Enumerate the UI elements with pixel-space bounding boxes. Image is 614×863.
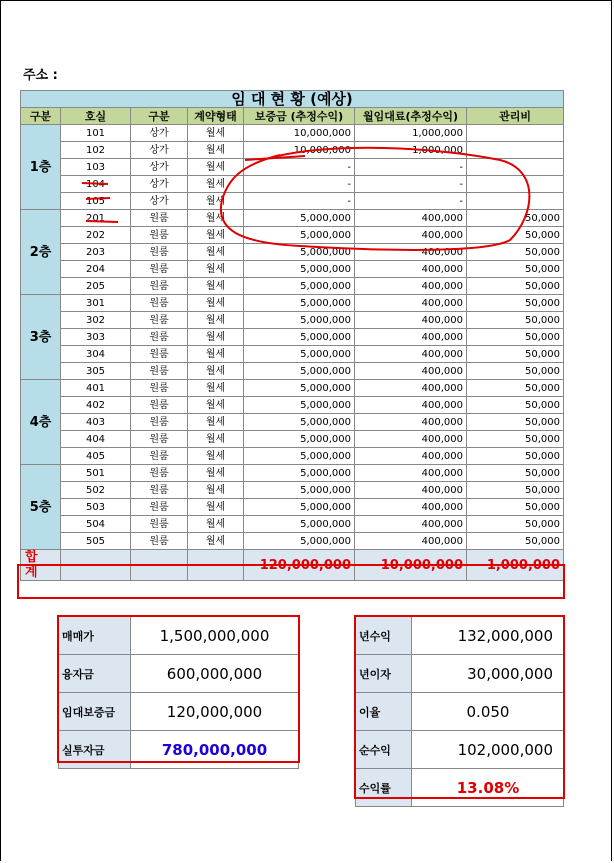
contract-cell: 월세 <box>188 465 244 482</box>
table-row <box>21 125 564 142</box>
fee-cell <box>467 193 564 210</box>
fee-cell: 50,000 <box>467 482 564 499</box>
annual-income-label: 년수익 <box>356 617 412 655</box>
table-row <box>21 142 564 159</box>
type-cell: 원룸 <box>131 210 188 227</box>
deposit-cell: 10,000,000 <box>244 142 355 159</box>
fee-cell: 50,000 <box>467 363 564 380</box>
contract-cell: 월세 <box>188 363 244 380</box>
type-cell: 상가 <box>131 159 188 176</box>
rent-cell: 400,000 <box>355 244 467 261</box>
loan-value: 600,000,000 <box>131 655 299 693</box>
table-row <box>21 278 564 295</box>
total-empty <box>61 550 131 581</box>
floor-label: 1층 <box>21 125 61 210</box>
type-cell: 원룸 <box>131 329 188 346</box>
unit-cell: 102 <box>61 142 131 159</box>
rent-cell: 400,000 <box>355 397 467 414</box>
contract-cell: 월세 <box>188 176 244 193</box>
contract-cell: 월세 <box>188 499 244 516</box>
unit-cell: 105 <box>61 193 131 210</box>
deposit-cell: 5,000,000 <box>244 465 355 482</box>
loan-label: 융자금 <box>59 655 131 693</box>
deposit-cell: - <box>244 176 355 193</box>
header-unit: 호실 <box>61 108 131 125</box>
table-row <box>21 210 564 227</box>
deposit-cell: 5,000,000 <box>244 414 355 431</box>
unit-cell: 301 <box>61 295 131 312</box>
net-income-label: 순수익 <box>356 731 412 769</box>
table-row <box>21 397 564 414</box>
rent-cell: 1,000,000 <box>355 125 467 142</box>
unit-cell: 501 <box>61 465 131 482</box>
header-deposit: 보증금 (추정수익) <box>244 108 355 125</box>
annual-income-value: 132,000,000 <box>412 617 564 655</box>
fee-cell: 50,000 <box>467 210 564 227</box>
actual-investment-value: 780,000,000 <box>131 731 299 769</box>
fee-cell: 50,000 <box>467 295 564 312</box>
contract-cell: 월세 <box>188 227 244 244</box>
type-cell: 원룸 <box>131 465 188 482</box>
rent-cell: 400,000 <box>355 329 467 346</box>
deposit-cell: 5,000,000 <box>244 329 355 346</box>
type-cell: 원룸 <box>131 431 188 448</box>
type-cell: 원룸 <box>131 414 188 431</box>
address-label: 주소 : <box>23 68 58 83</box>
rent-cell: - <box>355 193 467 210</box>
header-type: 구분 <box>131 108 188 125</box>
table-row <box>21 227 564 244</box>
fee-cell: 50,000 <box>467 278 564 295</box>
return-summary-box <box>355 616 564 807</box>
fee-cell: 50,000 <box>467 533 564 550</box>
unit-cell: 404 <box>61 431 131 448</box>
type-cell: 원룸 <box>131 482 188 499</box>
contract-cell: 월세 <box>188 210 244 227</box>
type-cell: 원룸 <box>131 261 188 278</box>
rent-cell: 400,000 <box>355 516 467 533</box>
rent-cell: 400,000 <box>355 261 467 278</box>
deposit-cell: 5,000,000 <box>244 278 355 295</box>
rent-cell: - <box>355 176 467 193</box>
unit-cell: 502 <box>61 482 131 499</box>
deposit-cell: 5,000,000 <box>244 227 355 244</box>
contract-cell: 월세 <box>188 295 244 312</box>
total-label: 합 계 <box>21 550 61 581</box>
deposit-cell: 5,000,000 <box>244 380 355 397</box>
table-title: 임 대 현 황 (예상) <box>21 91 564 108</box>
fee-cell <box>467 125 564 142</box>
interest-rate-label: 이율 <box>356 693 412 731</box>
type-cell: 상가 <box>131 193 188 210</box>
fee-cell: 50,000 <box>467 516 564 533</box>
table-row <box>21 431 564 448</box>
table-row <box>21 380 564 397</box>
fee-cell: 50,000 <box>467 414 564 431</box>
table-row <box>21 533 564 550</box>
rent-cell: 400,000 <box>355 431 467 448</box>
unit-cell: 403 <box>61 414 131 431</box>
rent-cell: 400,000 <box>355 482 467 499</box>
unit-cell: 505 <box>61 533 131 550</box>
annual-interest-label: 년이자 <box>356 655 412 693</box>
header-floor: 구분 <box>21 108 61 125</box>
floor-label: 5층 <box>21 465 61 550</box>
fee-cell: 50,000 <box>467 499 564 516</box>
rent-cell: 400,000 <box>355 499 467 516</box>
deposit-total-label: 임대보증금 <box>59 693 131 731</box>
deposit-cell: - <box>244 159 355 176</box>
rent-cell: 400,000 <box>355 363 467 380</box>
rent-cell: 400,000 <box>355 533 467 550</box>
type-cell: 상가 <box>131 125 188 142</box>
deposit-cell: 5,000,000 <box>244 516 355 533</box>
actual-investment-label: 실투자금 <box>59 731 131 769</box>
deposit-cell: 5,000,000 <box>244 499 355 516</box>
floor-label: 4층 <box>21 380 61 465</box>
fee-cell <box>467 142 564 159</box>
table-row <box>21 414 564 431</box>
rent-cell: 1,000,000 <box>355 142 467 159</box>
header-fee: 관리비 <box>467 108 564 125</box>
contract-cell: 월세 <box>188 193 244 210</box>
fee-cell: 50,000 <box>467 261 564 278</box>
unit-cell: 504 <box>61 516 131 533</box>
total-empty <box>131 550 188 581</box>
unit-cell: 101 <box>61 125 131 142</box>
deposit-cell: 5,000,000 <box>244 363 355 380</box>
deposit-cell: - <box>244 193 355 210</box>
fee-cell: 50,000 <box>467 397 564 414</box>
rent-cell: 400,000 <box>355 380 467 397</box>
unit-cell: 305 <box>61 363 131 380</box>
type-cell: 원룸 <box>131 516 188 533</box>
fee-cell: 50,000 <box>467 227 564 244</box>
type-cell: 원룸 <box>131 499 188 516</box>
annual-interest-value: 30,000,000 <box>412 655 564 693</box>
deposit-cell: 5,000,000 <box>244 482 355 499</box>
unit-cell: 103 <box>61 159 131 176</box>
unit-cell: 203 <box>61 244 131 261</box>
deposit-cell: 5,000,000 <box>244 244 355 261</box>
unit-cell: 205 <box>61 278 131 295</box>
deposit-cell: 5,000,000 <box>244 533 355 550</box>
fee-cell: 50,000 <box>467 448 564 465</box>
deposit-cell: 5,000,000 <box>244 448 355 465</box>
interest-rate-value: 0.050 <box>412 693 564 731</box>
type-cell: 상가 <box>131 176 188 193</box>
rent-cell: 400,000 <box>355 295 467 312</box>
contract-cell: 월세 <box>188 380 244 397</box>
yield-value: 13.08% <box>412 769 564 807</box>
fee-cell: 50,000 <box>467 380 564 397</box>
table-row <box>21 448 564 465</box>
rent-cell: 400,000 <box>355 465 467 482</box>
fee-cell: 50,000 <box>467 465 564 482</box>
fee-cell <box>467 159 564 176</box>
unit-cell: 202 <box>61 227 131 244</box>
table-row <box>21 329 564 346</box>
deposit-cell: 5,000,000 <box>244 397 355 414</box>
contract-cell: 월세 <box>188 533 244 550</box>
type-cell: 원룸 <box>131 244 188 261</box>
deposit-cell: 10,000,000 <box>244 125 355 142</box>
table-row <box>21 499 564 516</box>
type-cell: 원룸 <box>131 380 188 397</box>
fee-cell <box>467 176 564 193</box>
type-cell: 원룸 <box>131 227 188 244</box>
net-income-value: 102,000,000 <box>412 731 564 769</box>
contract-cell: 월세 <box>188 278 244 295</box>
deposit-cell: 5,000,000 <box>244 295 355 312</box>
fee-cell: 50,000 <box>467 431 564 448</box>
deposit-cell: 5,000,000 <box>244 431 355 448</box>
rent-cell: 400,000 <box>355 448 467 465</box>
contract-cell: 월세 <box>188 159 244 176</box>
rent-cell: 400,000 <box>355 210 467 227</box>
type-cell: 원룸 <box>131 346 188 363</box>
contract-cell: 월세 <box>188 516 244 533</box>
yield-label: 수익률 <box>356 769 412 807</box>
fee-cell: 50,000 <box>467 244 564 261</box>
unit-cell: 304 <box>61 346 131 363</box>
rent-cell: 400,000 <box>355 414 467 431</box>
purchase-summary-box <box>58 616 299 769</box>
price-value: 1,500,000,000 <box>131 617 299 655</box>
table-row <box>21 244 564 261</box>
type-cell: 원룸 <box>131 397 188 414</box>
unit-cell: 302 <box>61 312 131 329</box>
deposit-cell: 5,000,000 <box>244 346 355 363</box>
deposit-cell: 5,000,000 <box>244 210 355 227</box>
deposit-cell: 5,000,000 <box>244 261 355 278</box>
unit-cell: 503 <box>61 499 131 516</box>
rent-cell: 400,000 <box>355 346 467 363</box>
unit-cell: 401 <box>61 380 131 397</box>
contract-cell: 월세 <box>188 261 244 278</box>
unit-cell: 104 <box>61 176 131 193</box>
type-cell: 원룸 <box>131 312 188 329</box>
floor-label: 3층 <box>21 295 61 380</box>
header-rent: 월임대료(추정수익) <box>355 108 467 125</box>
fee-cell: 50,000 <box>467 329 564 346</box>
table-row <box>21 261 564 278</box>
rent-cell: 400,000 <box>355 312 467 329</box>
deposit-cell: 5,000,000 <box>244 312 355 329</box>
rental-status-table <box>20 90 564 581</box>
rent-cell: 400,000 <box>355 278 467 295</box>
unit-cell: 201 <box>61 210 131 227</box>
table-row <box>21 295 564 312</box>
contract-cell: 월세 <box>188 414 244 431</box>
contract-cell: 월세 <box>188 431 244 448</box>
type-cell: 원룸 <box>131 448 188 465</box>
table-row <box>21 176 564 193</box>
contract-cell: 월세 <box>188 244 244 261</box>
type-cell: 원룸 <box>131 278 188 295</box>
total-deposit: 120,000,000 <box>244 550 355 581</box>
unit-cell: 204 <box>61 261 131 278</box>
type-cell: 원룸 <box>131 363 188 380</box>
table-row <box>21 346 564 363</box>
contract-cell: 월세 <box>188 448 244 465</box>
header-contract: 계약형태 <box>188 108 244 125</box>
fee-cell: 50,000 <box>467 312 564 329</box>
rent-cell: 400,000 <box>355 227 467 244</box>
type-cell: 원룸 <box>131 533 188 550</box>
total-rent: 10,000,000 <box>355 550 467 581</box>
contract-cell: 월세 <box>188 125 244 142</box>
contract-cell: 월세 <box>188 142 244 159</box>
table-row <box>21 363 564 380</box>
floor-label: 2층 <box>21 210 61 295</box>
total-empty <box>188 550 244 581</box>
table-row <box>21 159 564 176</box>
rent-cell: - <box>355 159 467 176</box>
price-label: 매매가 <box>59 617 131 655</box>
fee-cell: 50,000 <box>467 346 564 363</box>
table-row <box>21 465 564 482</box>
table-row <box>21 482 564 499</box>
contract-cell: 월세 <box>188 482 244 499</box>
contract-cell: 월세 <box>188 312 244 329</box>
unit-cell: 303 <box>61 329 131 346</box>
unit-cell: 402 <box>61 397 131 414</box>
table-row <box>21 312 564 329</box>
total-fee: 1,000,000 <box>467 550 564 581</box>
contract-cell: 월세 <box>188 329 244 346</box>
unit-cell: 405 <box>61 448 131 465</box>
contract-cell: 월세 <box>188 346 244 363</box>
contract-cell: 월세 <box>188 397 244 414</box>
table-row <box>21 193 564 210</box>
total-row <box>21 550 564 581</box>
deposit-total-value: 120,000,000 <box>131 693 299 731</box>
type-cell: 원룸 <box>131 295 188 312</box>
table-row <box>21 516 564 533</box>
type-cell: 상가 <box>131 142 188 159</box>
